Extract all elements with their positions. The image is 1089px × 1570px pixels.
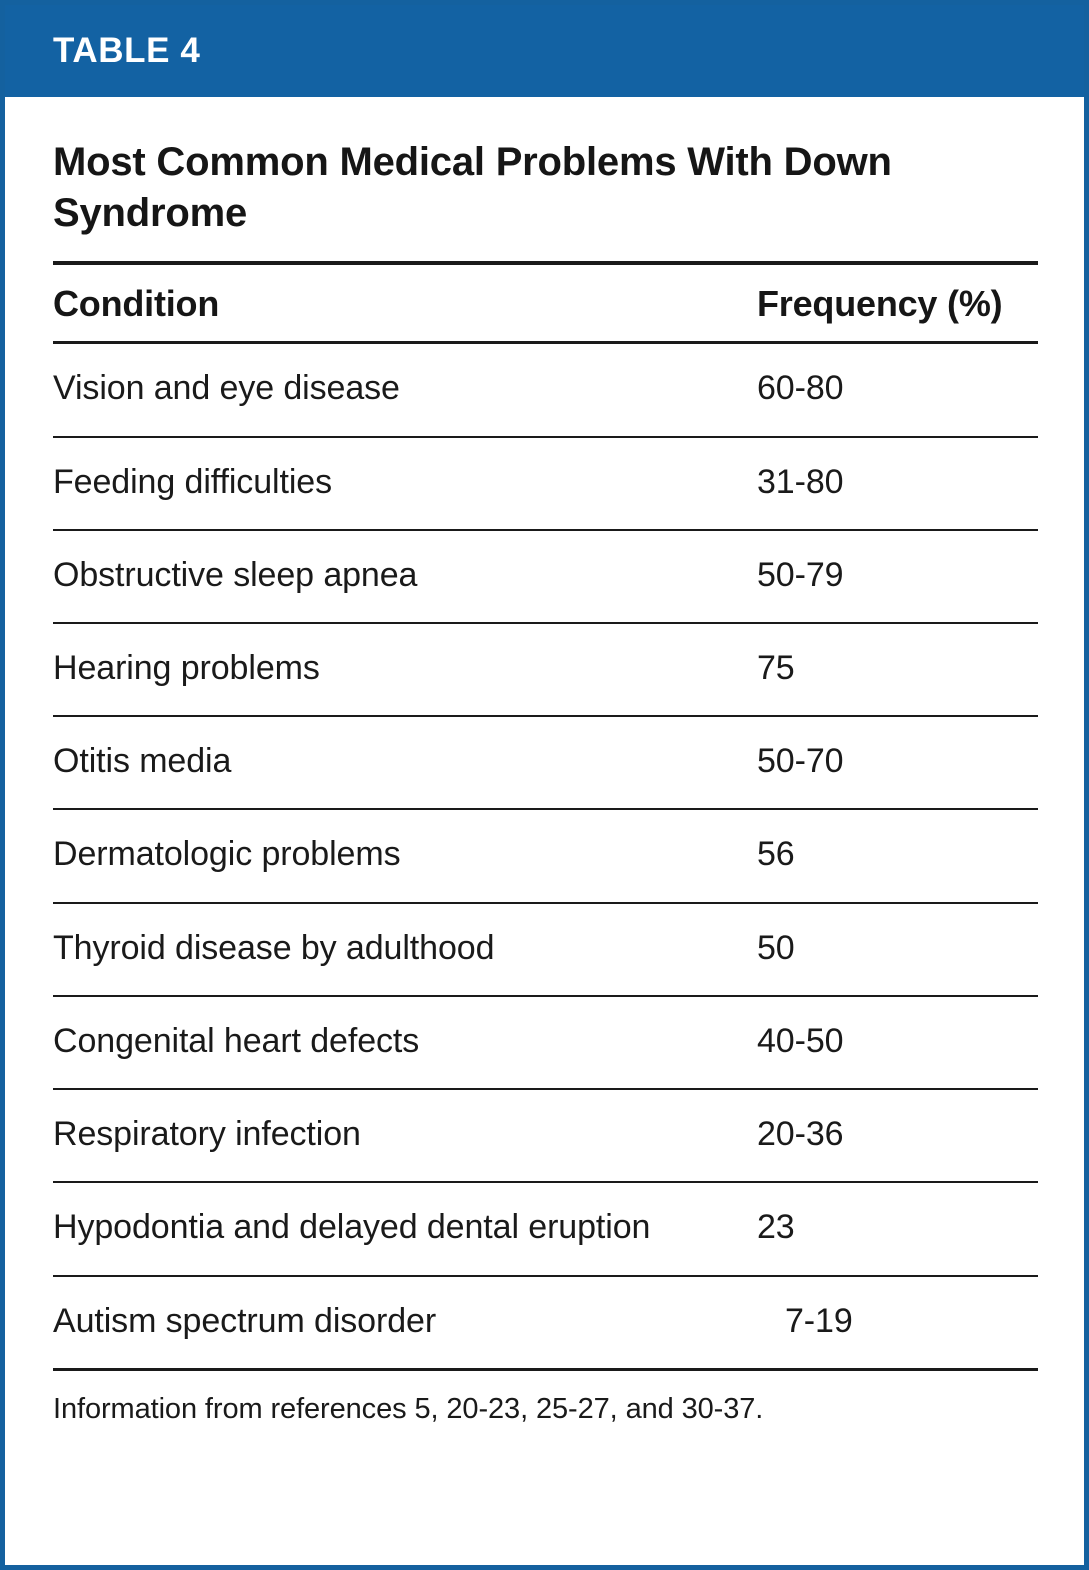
table-row — [53, 903, 1038, 996]
table-number-banner — [5, 5, 1084, 97]
table-header-row — [53, 265, 1038, 341]
cell-frequency: 50-79 — [753, 530, 1038, 623]
medical-problems-table-body — [53, 344, 1038, 1367]
cell-condition: Obstructive sleep apnea — [53, 530, 753, 623]
cell-frequency: 40-50 — [753, 996, 1038, 1089]
cell-frequency: 31-80 — [753, 437, 1038, 530]
cell-condition: Vision and eye disease — [53, 369, 400, 408]
table-row — [53, 623, 1038, 716]
cell-frequency: 50-70 — [753, 716, 1038, 809]
cell-condition: Congenital heart defects — [53, 996, 753, 1089]
cell-condition: Autism spectrum disorder — [53, 1276, 753, 1368]
table-title: Most Common Medical Problems With Down Syndrome — [53, 140, 892, 236]
medical-problems-table — [53, 265, 1038, 341]
cell-condition: Otitis media — [53, 716, 753, 809]
cell-condition: Hypodontia and delayed dental eruption — [53, 1182, 753, 1275]
column-header-condition: Condition — [53, 283, 220, 325]
cell-condition: Feeding difficulties — [53, 437, 753, 530]
cell-frequency: 20-36 — [753, 1089, 1038, 1182]
table-row — [53, 809, 1038, 902]
table-row — [53, 344, 1038, 436]
table-number-label: TABLE 4 — [53, 31, 201, 70]
table-head — [53, 265, 1038, 341]
table-row — [53, 1276, 1038, 1368]
table-row — [53, 716, 1038, 809]
table-row — [53, 996, 1038, 1089]
table-row — [53, 530, 1038, 623]
cell-condition: Dermatologic problems — [53, 809, 753, 902]
column-header-frequency: Frequency (%) — [757, 283, 1003, 325]
table-footnote: Information from references 5, 20-23, 25-27, and 30-37. — [53, 1392, 764, 1425]
cell-frequency: 50 — [753, 903, 1038, 996]
cell-condition: Thyroid disease by adulthood — [53, 903, 753, 996]
cell-frequency: 60-80 — [757, 369, 844, 408]
cell-frequency: 56 — [753, 809, 1038, 902]
table-row — [53, 1182, 1038, 1275]
table-row — [53, 437, 1038, 530]
cell-frequency: 23 — [753, 1182, 1038, 1275]
cell-frequency: 7-19 — [753, 1276, 1038, 1368]
cell-frequency: 75 — [753, 623, 1038, 716]
table-rows — [53, 344, 1038, 1367]
table-row — [53, 1089, 1038, 1182]
cell-condition: Respiratory infection — [53, 1089, 753, 1182]
table-body — [5, 97, 1084, 1452]
cell-condition: Hearing problems — [53, 623, 753, 716]
